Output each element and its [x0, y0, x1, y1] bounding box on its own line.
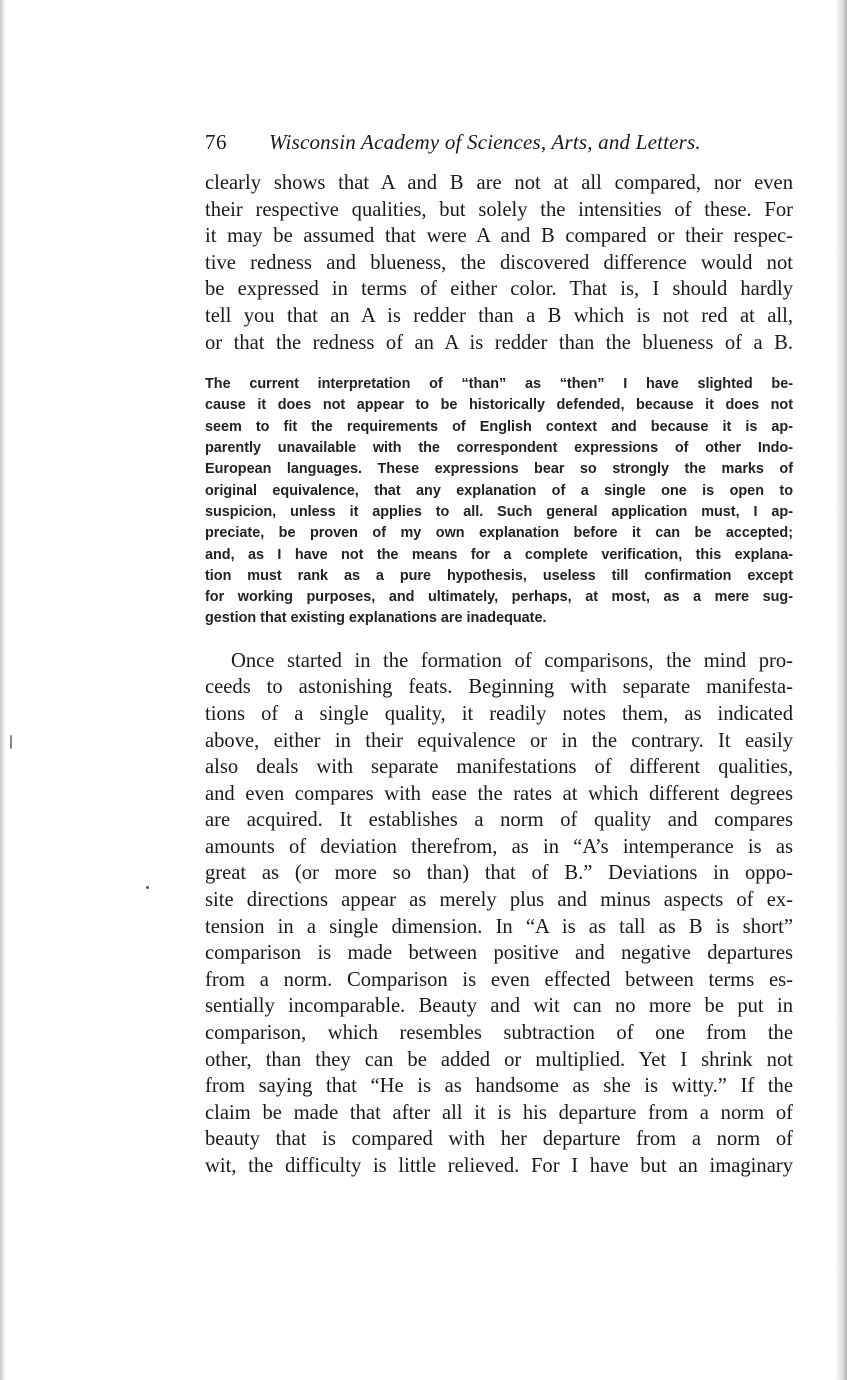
- text-line: from a norm. Comparison is even effected between terms es-: [205, 968, 793, 991]
- text-line: beauty that is compared with her departure from a norm of: [205, 1128, 793, 1151]
- scan-speck: [10, 735, 12, 749]
- footnote-line: tion must rank as a pure hypothesis, useless till confirmation except: [205, 567, 793, 584]
- text-line: tions of a single quality, it readily notes them, as indicated: [205, 702, 793, 725]
- footnote-line: original equivalence, that any explanation of a single one is open to: [205, 482, 793, 499]
- footnote-line: seem to fit the requirements of English context and because it is ap-: [205, 418, 793, 435]
- text-line: from saying that “He is as handsome as she is witty.” If the: [205, 1075, 793, 1098]
- text-line: above, either in their equivalence or in the contrary. It easily: [205, 729, 793, 752]
- footnote-line: and, as I have not the means for a complete verification, this explana-: [205, 546, 793, 563]
- page-number: 76: [205, 130, 227, 154]
- text-line: wit, the difficulty is little relieved. For I have but an imaginary: [205, 1155, 793, 1177]
- text-line: and even compares with ease the rates at which different degrees: [205, 782, 793, 805]
- text-line: comparison, which resembles subtraction of one from the: [205, 1022, 793, 1045]
- footnote: [205, 374, 793, 630]
- body-paragraph-1: [205, 170, 793, 356]
- footnote-line: cause it does not appear to be historically defended, because it does not: [205, 397, 793, 414]
- text-line: Once started in the formation of comparisons, the mind pro-: [231, 649, 793, 672]
- footnote-line: parently unavailable with the correspondent expressions of other Indo-: [205, 440, 793, 457]
- text-line: amounts of deviation therefrom, as in “A’s intemperance is as: [205, 835, 793, 858]
- journal-title: Wisconsin Academy of Sciences, Arts, and Letters.: [269, 130, 701, 154]
- text-line: also deals with separate manifestations of different qualities,: [205, 756, 793, 779]
- text-line: their respective qualities, but solely the intensities of these. For: [205, 198, 793, 221]
- footnote-line: The current interpretation of “than” as “then” I have slighted be-: [205, 376, 793, 393]
- text-line: are acquired. It establishes a norm of quality and compares: [205, 809, 793, 832]
- book-page: [205, 130, 793, 1180]
- text-line: be expressed in terms of either color. That is, I should hardly: [205, 278, 793, 301]
- footnote-line: preciate, be proven of my own explanation before it can be accepted;: [205, 525, 793, 542]
- scan-edge-right: [835, 0, 847, 1380]
- text-line: ceeds to astonishing feats. Beginning with separate manifesta-: [205, 676, 793, 699]
- footnote-line: European languages. These expressions bear so strongly the marks of: [205, 461, 793, 478]
- text-line: clearly shows that A and B are not at all compared, nor even: [205, 172, 793, 194]
- text-line: or that the redness of an A is redder than the blueness of a B.: [205, 331, 793, 354]
- text-line: tell you that an A is redder than a B which is not red at all,: [205, 304, 793, 327]
- footnote-line: gestion that existing explanations are inadequate.: [205, 610, 547, 627]
- footnote-line: for working purposes, and ultimately, perhaps, at most, as a mere sug-: [205, 589, 793, 606]
- text-line: claim be made that after all it is his departure from a norm of: [205, 1101, 793, 1124]
- text-line: tive redness and blueness, the discovered difference would not: [205, 251, 793, 274]
- text-line: great as (or more so than) that of B.” Deviations in oppo-: [205, 862, 793, 885]
- text-line: sentially incomparable. Beauty and wit can no more be put in: [205, 995, 793, 1018]
- text-line: it may be assumed that were A and B compared or their respec-: [205, 225, 793, 248]
- scan-speck: [146, 886, 149, 889]
- body-paragraph-2: [205, 648, 793, 1180]
- running-head: [205, 130, 793, 160]
- scan-edge-left: [0, 0, 6, 1380]
- text-line: tension in a single dimension. In “A is as tall as B is short”: [205, 915, 793, 938]
- text-line: comparison is made between positive and negative departures: [205, 942, 793, 965]
- text-line: other, than they can be added or multiplied. Yet I shrink not: [205, 1048, 793, 1071]
- text-line: site directions appear as merely plus and minus aspects of ex-: [205, 889, 793, 912]
- footnote-line: suspicion, unless it applies to all. Such general application must, I ap-: [205, 503, 793, 520]
